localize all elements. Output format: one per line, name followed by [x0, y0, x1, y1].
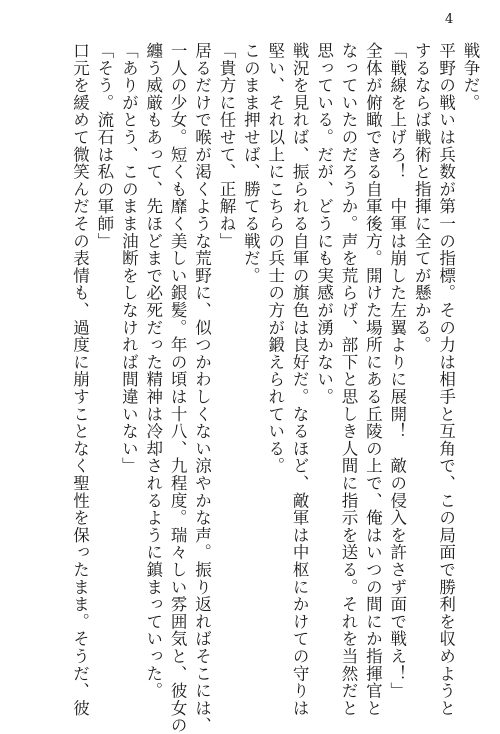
text-line: 戦争だ。	[461, 42, 480, 112]
text-line: 「戦線を上げろ！ 中軍は崩した左翼よりに展開！ 敵の侵入を許さず面で戦え！」	[387, 42, 407, 700]
text-line: 居るだけで喉が渇くような荒野に、似つかわしくない涼やかな声。振り返ればそこには、	[192, 42, 212, 734]
text-line: なっていたのだろうか。声を荒らげ、部下と思しき人間に指示を送る。それを当然だと	[338, 42, 358, 717]
page-number: 4	[445, 12, 454, 27]
text-line: するならば戦術と指揮に全てが懸かる。	[412, 42, 432, 354]
text-line: 口元を緩めて微笑んだその表情も、過度に崩すことなく聖性を保ったまま。そうだ、彼	[70, 42, 90, 717]
text-line: 戦況を見れば、振られる自軍の旗色は良好だ。なるほど、敵軍は中枢にかけての守りは	[290, 42, 310, 717]
text-line: 「貴方に任せて、正解ね」	[216, 42, 236, 250]
text-line: 思っている。だが、どうにも実感が湧かない。	[314, 42, 334, 406]
text-line: 「ありがとう、このまま油断をしなければ間違いない」	[119, 42, 139, 475]
text-line: 纏う威厳もあって、先ほどまで必死だった精神は冷却されるように鎮まっていった。	[143, 42, 163, 700]
text-line: 一人の少女。短くも靡く美しい銀髪。年の頃は十八、九程度。瑞々しい雰囲気と、彼女の	[168, 42, 188, 734]
text-line: このまま押せば、勝てる戦だ。	[241, 42, 261, 285]
text-line: 「そう。流石は私の軍師」	[94, 42, 114, 250]
text-line: 平野の戦いは兵数が第一の指標。その力は相手と互角で、この局面で勝利を収めようと	[436, 42, 456, 717]
text-line: 堅い、それ以上にこちらの兵士の方が鍛えられている。	[265, 42, 285, 475]
text-line: 全体が俯瞰できる自軍後方。開けた場所にある丘陵の上で、俺はいつの間にか指揮官と	[363, 42, 383, 717]
vertical-text-block	[18, 42, 482, 734]
